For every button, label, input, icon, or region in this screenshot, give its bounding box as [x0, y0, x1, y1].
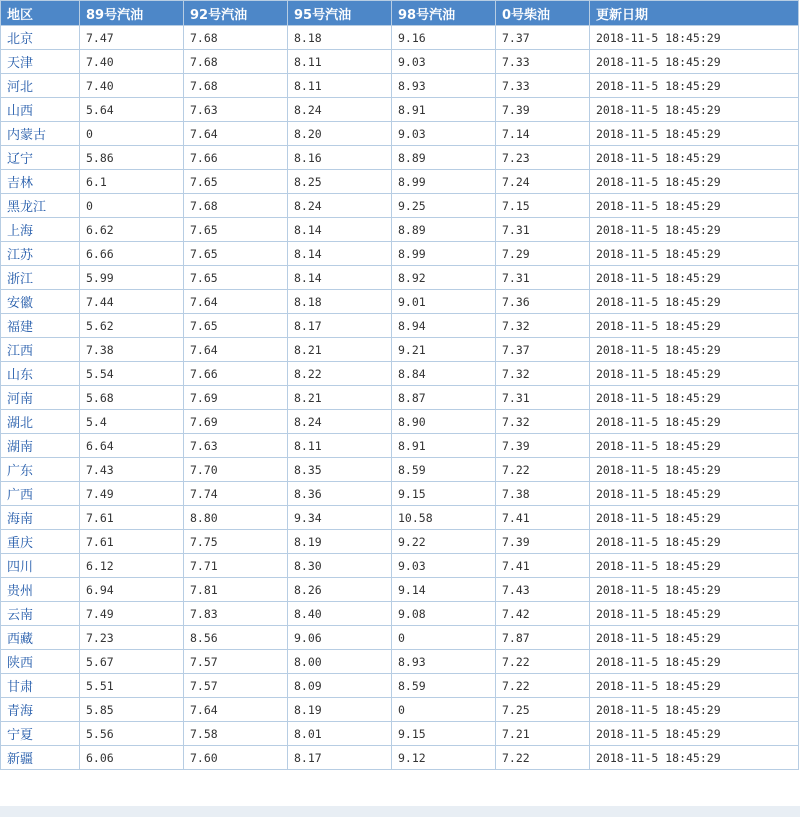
cell-diesel-0: 7.21 [496, 722, 590, 746]
cell-region [1, 674, 80, 698]
header-diesel-0: 0号柴油 [496, 1, 590, 26]
cell-gasoline-98: 9.01 [392, 290, 496, 314]
cell-update-date: 2018-11-5 18:45:29 [590, 338, 799, 362]
cell-gasoline-95: 8.18 [288, 26, 392, 50]
region-link[interactable]: 海南 [7, 512, 34, 527]
cell-gasoline-95: 8.16 [288, 146, 392, 170]
cell-region [1, 242, 80, 266]
cell-gasoline-98: 9.12 [392, 746, 496, 770]
cell-gasoline-95: 8.40 [288, 602, 392, 626]
cell-gasoline-98: 8.87 [392, 386, 496, 410]
cell-gasoline-89: 7.40 [80, 50, 184, 74]
cell-region [1, 506, 80, 530]
header-gasoline-98: 98号汽油 [392, 1, 496, 26]
table-row [1, 722, 799, 746]
header-gasoline-95: 95号汽油 [288, 1, 392, 26]
cell-gasoline-95: 8.14 [288, 266, 392, 290]
table-row [1, 266, 799, 290]
cell-update-date: 2018-11-5 18:45:29 [590, 506, 799, 530]
cell-region [1, 434, 80, 458]
table-row [1, 578, 799, 602]
header-gasoline-89: 89号汽油 [80, 1, 184, 26]
cell-update-date: 2018-11-5 18:45:29 [590, 578, 799, 602]
table-row [1, 482, 799, 506]
region-link[interactable]: 宁夏 [7, 728, 34, 743]
cell-gasoline-92: 7.70 [184, 458, 288, 482]
cell-gasoline-98: 8.59 [392, 458, 496, 482]
cell-diesel-0: 7.37 [496, 26, 590, 50]
cell-region [1, 98, 80, 122]
cell-diesel-0: 7.42 [496, 602, 590, 626]
cell-region [1, 218, 80, 242]
cell-gasoline-95: 8.17 [288, 314, 392, 338]
cell-region [1, 410, 80, 434]
cell-diesel-0: 7.14 [496, 122, 590, 146]
cell-gasoline-98: 9.22 [392, 530, 496, 554]
cell-region [1, 482, 80, 506]
cell-gasoline-95: 8.14 [288, 218, 392, 242]
cell-gasoline-98: 9.08 [392, 602, 496, 626]
cell-region [1, 602, 80, 626]
cell-gasoline-95: 8.24 [288, 410, 392, 434]
cell-diesel-0: 7.41 [496, 554, 590, 578]
cell-region [1, 530, 80, 554]
cell-gasoline-92: 7.57 [184, 650, 288, 674]
cell-gasoline-98: 8.99 [392, 242, 496, 266]
cell-gasoline-89: 6.62 [80, 218, 184, 242]
region-link[interactable]: 甘肃 [7, 680, 34, 695]
region-link[interactable]: 西藏 [7, 632, 34, 647]
cell-region [1, 338, 80, 362]
cell-diesel-0: 7.43 [496, 578, 590, 602]
cell-region [1, 266, 80, 290]
region-link[interactable]: 湖南 [7, 440, 34, 455]
cell-gasoline-98: 8.89 [392, 146, 496, 170]
table-row [1, 74, 799, 98]
cell-gasoline-92: 7.60 [184, 746, 288, 770]
cell-gasoline-95: 8.21 [288, 386, 392, 410]
cell-gasoline-98: 9.14 [392, 578, 496, 602]
table-row [1, 26, 799, 50]
cell-update-date: 2018-11-5 18:45:29 [590, 674, 799, 698]
cell-gasoline-89: 7.49 [80, 602, 184, 626]
cell-update-date: 2018-11-5 18:45:29 [590, 722, 799, 746]
cell-gasoline-95: 8.20 [288, 122, 392, 146]
cell-gasoline-89: 5.51 [80, 674, 184, 698]
cell-gasoline-89: 6.06 [80, 746, 184, 770]
cell-region [1, 194, 80, 218]
table-row [1, 650, 799, 674]
cell-diesel-0: 7.15 [496, 194, 590, 218]
cell-gasoline-95: 8.17 [288, 746, 392, 770]
cell-region [1, 146, 80, 170]
region-link[interactable]: 广东 [7, 464, 34, 479]
region-link[interactable]: 北京 [7, 32, 34, 47]
cell-diesel-0: 7.22 [496, 650, 590, 674]
region-link[interactable]: 江西 [7, 344, 34, 359]
table-row [1, 122, 799, 146]
cell-update-date: 2018-11-5 18:45:29 [590, 146, 799, 170]
cell-gasoline-98: 9.03 [392, 554, 496, 578]
table-row [1, 410, 799, 434]
cell-gasoline-98: 9.15 [392, 482, 496, 506]
region-link[interactable]: 重庆 [7, 536, 34, 551]
cell-gasoline-98: 8.91 [392, 434, 496, 458]
cell-gasoline-98: 9.25 [392, 194, 496, 218]
cell-update-date: 2018-11-5 18:45:29 [590, 50, 799, 74]
cell-gasoline-92: 7.58 [184, 722, 288, 746]
cell-diesel-0: 7.38 [496, 482, 590, 506]
cell-gasoline-95: 8.24 [288, 98, 392, 122]
cell-gasoline-89: 7.61 [80, 506, 184, 530]
cell-gasoline-92: 7.65 [184, 314, 288, 338]
cell-gasoline-95: 8.14 [288, 242, 392, 266]
region-link[interactable]: 山西 [7, 104, 34, 119]
cell-update-date: 2018-11-5 18:45:29 [590, 26, 799, 50]
cell-gasoline-95: 8.01 [288, 722, 392, 746]
cell-gasoline-89: 7.49 [80, 482, 184, 506]
table-row [1, 434, 799, 458]
cell-diesel-0: 7.31 [496, 386, 590, 410]
cell-region [1, 26, 80, 50]
cell-gasoline-98: 8.84 [392, 362, 496, 386]
region-link[interactable]: 内蒙古 [7, 128, 47, 143]
cell-gasoline-95: 8.11 [288, 434, 392, 458]
cell-region [1, 386, 80, 410]
cell-gasoline-89: 5.68 [80, 386, 184, 410]
cell-gasoline-89: 5.56 [80, 722, 184, 746]
cell-diesel-0: 7.31 [496, 266, 590, 290]
cell-gasoline-89: 5.86 [80, 146, 184, 170]
region-link[interactable]: 黑龙江 [7, 200, 47, 215]
cell-update-date: 2018-11-5 18:45:29 [590, 194, 799, 218]
region-link[interactable]: 河北 [7, 80, 34, 95]
cell-gasoline-98: 9.03 [392, 122, 496, 146]
cell-gasoline-98: 8.91 [392, 98, 496, 122]
cell-gasoline-95: 8.11 [288, 50, 392, 74]
cell-gasoline-92: 7.65 [184, 170, 288, 194]
region-link[interactable]: 山东 [7, 368, 34, 383]
region-link[interactable]: 青海 [7, 704, 34, 719]
cell-gasoline-89: 5.62 [80, 314, 184, 338]
cell-gasoline-98: 9.21 [392, 338, 496, 362]
cell-diesel-0: 7.39 [496, 98, 590, 122]
cell-update-date: 2018-11-5 18:45:29 [590, 434, 799, 458]
cell-gasoline-98: 8.59 [392, 674, 496, 698]
cell-update-date: 2018-11-5 18:45:29 [590, 218, 799, 242]
cell-gasoline-89: 5.85 [80, 698, 184, 722]
cell-gasoline-95: 8.25 [288, 170, 392, 194]
cell-gasoline-89: 7.38 [80, 338, 184, 362]
table-row [1, 218, 799, 242]
cell-gasoline-89: 7.47 [80, 26, 184, 50]
table-row [1, 290, 799, 314]
cell-update-date: 2018-11-5 18:45:29 [590, 242, 799, 266]
region-link[interactable]: 辽宁 [7, 152, 34, 167]
cell-gasoline-92: 7.68 [184, 74, 288, 98]
cell-diesel-0: 7.32 [496, 314, 590, 338]
table-body [1, 26, 799, 770]
cell-region [1, 698, 80, 722]
cell-gasoline-92: 7.57 [184, 674, 288, 698]
cell-gasoline-98: 8.93 [392, 74, 496, 98]
header-region: 地区 [1, 1, 80, 26]
cell-region [1, 362, 80, 386]
cell-gasoline-89: 5.54 [80, 362, 184, 386]
cell-update-date: 2018-11-5 18:45:29 [590, 746, 799, 770]
cell-gasoline-89: 5.99 [80, 266, 184, 290]
cell-update-date: 2018-11-5 18:45:29 [590, 650, 799, 674]
cell-gasoline-95: 8.30 [288, 554, 392, 578]
cell-gasoline-92: 7.66 [184, 146, 288, 170]
region-link[interactable]: 江苏 [7, 248, 34, 263]
cell-gasoline-89: 5.4 [80, 410, 184, 434]
cell-gasoline-98: 10.58 [392, 506, 496, 530]
cell-update-date: 2018-11-5 18:45:29 [590, 458, 799, 482]
table-row [1, 626, 799, 650]
cell-region [1, 170, 80, 194]
cell-region [1, 746, 80, 770]
cell-diesel-0: 7.22 [496, 746, 590, 770]
cell-gasoline-98: 8.89 [392, 218, 496, 242]
cell-update-date: 2018-11-5 18:45:29 [590, 698, 799, 722]
cell-region [1, 458, 80, 482]
cell-region [1, 290, 80, 314]
cell-update-date: 2018-11-5 18:45:29 [590, 122, 799, 146]
cell-gasoline-95: 8.24 [288, 194, 392, 218]
cell-gasoline-89: 6.64 [80, 434, 184, 458]
cell-gasoline-95: 8.11 [288, 74, 392, 98]
cell-update-date: 2018-11-5 18:45:29 [590, 482, 799, 506]
table-row [1, 194, 799, 218]
cell-diesel-0: 7.36 [496, 290, 590, 314]
cell-gasoline-95: 8.36 [288, 482, 392, 506]
cell-diesel-0: 7.39 [496, 530, 590, 554]
cell-gasoline-98: 8.99 [392, 170, 496, 194]
cell-diesel-0: 7.37 [496, 338, 590, 362]
table-row [1, 506, 799, 530]
cell-update-date: 2018-11-5 18:45:29 [590, 554, 799, 578]
cell-gasoline-98: 8.93 [392, 650, 496, 674]
cell-gasoline-89: 5.67 [80, 650, 184, 674]
cell-gasoline-98: 9.03 [392, 50, 496, 74]
cell-gasoline-98: 8.90 [392, 410, 496, 434]
table-header-row [1, 1, 799, 26]
cell-diesel-0: 7.25 [496, 698, 590, 722]
cell-gasoline-92: 7.74 [184, 482, 288, 506]
region-link[interactable]: 浙江 [7, 272, 34, 287]
cell-update-date: 2018-11-5 18:45:29 [590, 602, 799, 626]
cell-update-date: 2018-11-5 18:45:29 [590, 266, 799, 290]
cell-update-date: 2018-11-5 18:45:29 [590, 98, 799, 122]
cell-region [1, 314, 80, 338]
cell-diesel-0: 7.23 [496, 146, 590, 170]
region-link[interactable]: 四川 [7, 560, 34, 575]
cell-gasoline-92: 7.64 [184, 290, 288, 314]
region-link[interactable]: 安徽 [7, 296, 34, 311]
cell-gasoline-98: 0 [392, 698, 496, 722]
cell-gasoline-92: 7.65 [184, 218, 288, 242]
cell-diesel-0: 7.22 [496, 458, 590, 482]
cell-gasoline-95: 8.26 [288, 578, 392, 602]
table-row [1, 98, 799, 122]
region-link[interactable]: 上海 [7, 224, 34, 239]
cell-gasoline-95: 8.19 [288, 530, 392, 554]
cell-gasoline-95: 8.18 [288, 290, 392, 314]
cell-gasoline-89: 7.44 [80, 290, 184, 314]
cell-gasoline-92: 7.63 [184, 98, 288, 122]
cell-diesel-0: 7.33 [496, 74, 590, 98]
table-row [1, 242, 799, 266]
header-gasoline-92: 92号汽油 [184, 1, 288, 26]
cell-gasoline-92: 7.68 [184, 26, 288, 50]
cell-gasoline-89: 7.61 [80, 530, 184, 554]
cell-gasoline-95: 8.00 [288, 650, 392, 674]
cell-gasoline-92: 7.83 [184, 602, 288, 626]
cell-gasoline-92: 7.69 [184, 386, 288, 410]
cell-gasoline-95: 8.22 [288, 362, 392, 386]
cell-region [1, 650, 80, 674]
table-row [1, 362, 799, 386]
table-row [1, 674, 799, 698]
region-link[interactable]: 广西 [7, 488, 34, 503]
cell-gasoline-92: 7.81 [184, 578, 288, 602]
cell-gasoline-92: 7.66 [184, 362, 288, 386]
cell-gasoline-92: 7.69 [184, 410, 288, 434]
cell-gasoline-92: 7.64 [184, 338, 288, 362]
cell-gasoline-98: 8.92 [392, 266, 496, 290]
table-row [1, 146, 799, 170]
region-link[interactable]: 天津 [7, 56, 34, 71]
cell-gasoline-92: 7.65 [184, 266, 288, 290]
cell-gasoline-92: 8.56 [184, 626, 288, 650]
cell-region [1, 74, 80, 98]
cell-gasoline-98: 9.16 [392, 26, 496, 50]
table-row [1, 602, 799, 626]
cell-gasoline-89: 6.66 [80, 242, 184, 266]
table-row [1, 386, 799, 410]
cell-gasoline-98: 8.94 [392, 314, 496, 338]
region-link[interactable]: 福建 [7, 320, 34, 335]
cell-update-date: 2018-11-5 18:45:29 [590, 290, 799, 314]
cell-gasoline-89: 0 [80, 194, 184, 218]
cell-region [1, 722, 80, 746]
cell-diesel-0: 7.87 [496, 626, 590, 650]
cell-gasoline-89: 7.23 [80, 626, 184, 650]
cell-gasoline-89: 0 [80, 122, 184, 146]
cell-gasoline-95: 9.06 [288, 626, 392, 650]
cell-gasoline-92: 7.64 [184, 122, 288, 146]
table-row [1, 530, 799, 554]
cell-gasoline-95: 8.35 [288, 458, 392, 482]
cell-gasoline-92: 7.75 [184, 530, 288, 554]
cell-gasoline-89: 7.40 [80, 74, 184, 98]
cell-gasoline-89: 6.1 [80, 170, 184, 194]
cell-region [1, 578, 80, 602]
cell-gasoline-92: 7.68 [184, 194, 288, 218]
cell-gasoline-92: 8.80 [184, 506, 288, 530]
region-link[interactable]: 河南 [7, 392, 34, 407]
cell-gasoline-98: 9.15 [392, 722, 496, 746]
region-link[interactable]: 湖北 [7, 416, 34, 431]
cell-gasoline-92: 7.64 [184, 698, 288, 722]
header-update-date: 更新日期 [590, 1, 799, 26]
cell-update-date: 2018-11-5 18:45:29 [590, 410, 799, 434]
table-row [1, 554, 799, 578]
table-row [1, 698, 799, 722]
table-row [1, 170, 799, 194]
cell-gasoline-89: 5.64 [80, 98, 184, 122]
cell-diesel-0: 7.39 [496, 434, 590, 458]
cell-update-date: 2018-11-5 18:45:29 [590, 74, 799, 98]
cell-gasoline-89: 7.43 [80, 458, 184, 482]
cell-region [1, 626, 80, 650]
table-row [1, 50, 799, 74]
region-link[interactable]: 吉林 [7, 176, 34, 191]
cell-diesel-0: 7.32 [496, 410, 590, 434]
cell-update-date: 2018-11-5 18:45:29 [590, 170, 799, 194]
table-row [1, 458, 799, 482]
cell-update-date: 2018-11-5 18:45:29 [590, 530, 799, 554]
cell-diesel-0: 7.29 [496, 242, 590, 266]
cell-gasoline-95: 8.09 [288, 674, 392, 698]
region-link[interactable]: 新疆 [7, 752, 34, 767]
cell-gasoline-89: 6.94 [80, 578, 184, 602]
cell-diesel-0: 7.33 [496, 50, 590, 74]
region-link[interactable]: 云南 [7, 608, 34, 623]
cell-update-date: 2018-11-5 18:45:29 [590, 314, 799, 338]
cell-gasoline-98: 0 [392, 626, 496, 650]
cell-gasoline-92: 7.68 [184, 50, 288, 74]
cell-update-date: 2018-11-5 18:45:29 [590, 626, 799, 650]
cell-gasoline-95: 9.34 [288, 506, 392, 530]
cell-gasoline-95: 8.21 [288, 338, 392, 362]
table-row [1, 338, 799, 362]
region-link[interactable]: 贵州 [7, 584, 34, 599]
cell-update-date: 2018-11-5 18:45:29 [590, 386, 799, 410]
cell-gasoline-92: 7.65 [184, 242, 288, 266]
table-row [1, 314, 799, 338]
cell-region [1, 122, 80, 146]
region-link[interactable]: 陕西 [7, 656, 34, 671]
cell-diesel-0: 7.41 [496, 506, 590, 530]
cell-gasoline-89: 6.12 [80, 554, 184, 578]
cell-gasoline-95: 8.19 [288, 698, 392, 722]
cell-diesel-0: 7.24 [496, 170, 590, 194]
cell-diesel-0: 7.32 [496, 362, 590, 386]
cell-gasoline-92: 7.63 [184, 434, 288, 458]
cell-gasoline-92: 7.71 [184, 554, 288, 578]
cell-region [1, 554, 80, 578]
cell-update-date: 2018-11-5 18:45:29 [590, 362, 799, 386]
cell-diesel-0: 7.31 [496, 218, 590, 242]
table-row [1, 746, 799, 770]
page-footer-shade [0, 806, 800, 817]
cell-diesel-0: 7.22 [496, 674, 590, 698]
cell-region [1, 50, 80, 74]
